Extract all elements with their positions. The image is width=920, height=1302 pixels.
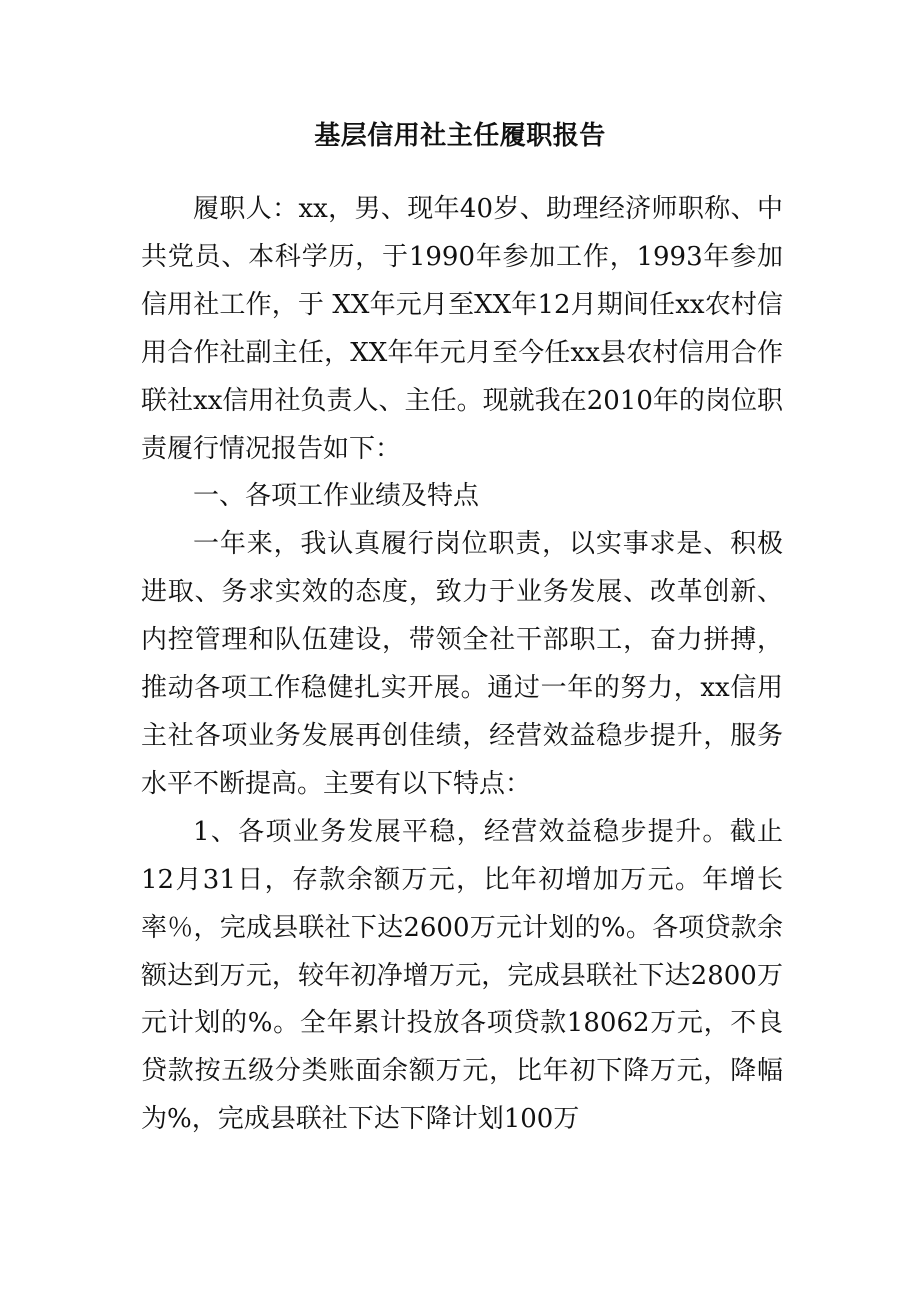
document-title: 基层信用社主任履职报告 bbox=[314, 121, 606, 151]
paragraph-overview: 一年来，我认真履行岗位职责，以实事求是、积极进取、务求实效的态度，致力于业务发展、改革创新、内控管理和队伍建设，带领全社干部职工，奋力拼搏，推动各项工作稳健扎实开展。通过一年的努力，xx信用主社各项业务发展再创佳绩，经营效益稳步提升，服务水平不断提高。主要有以下特点： bbox=[141, 529, 783, 799]
document-body bbox=[141, 186, 783, 1144]
paragraph-introduction: 履职人：xx，男、现年40岁、助理经济师职称、中共党员、本科学历，于1990年参加工作，1993年参加信用社工作，于 XX年元月至XX年12月期间任xx农村信用合作社副主任，XX年年元月至今任xx县农村信用合作联社xx信用社负责人、主任。现就我在2010年的岗位职责履行情况报告如下： bbox=[141, 194, 783, 464]
section-heading: 一、各项工作业绩及特点 bbox=[193, 481, 480, 512]
paragraph-point-1: 1、各项业务发展平稳，经营效益稳步提升。截止12月31日，存款余额万元，比年初增加万元。年增长率％，完成县联社下达2600万元计划的%。各项贷款余额达到万元，较年初净增万元，完成县联社下达2800万元计划的%。全年累计投放各项贷款18062万元，不良贷款按五级分类账面余额万元，比年初下降万元，降幅为%，完成县联社下达下降计划100万 bbox=[141, 816, 783, 1135]
